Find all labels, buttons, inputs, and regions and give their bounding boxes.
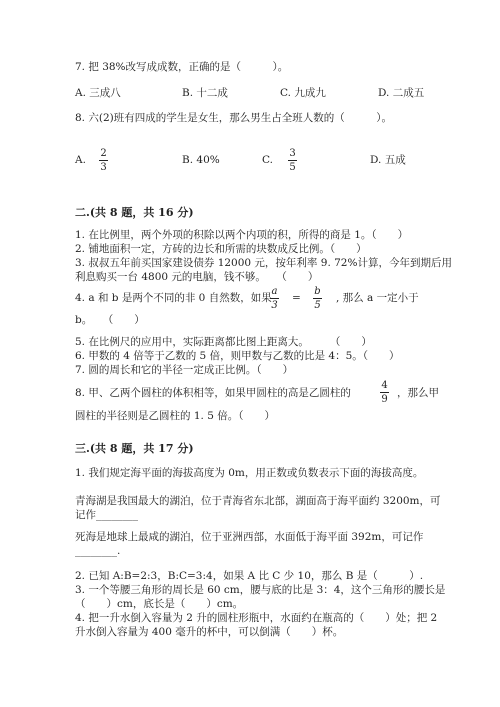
question-8-text: 8. 六(2)班有四成的学生是女生，那么男生占全班人数的（ ）。 xyxy=(75,112,392,124)
s2-item-4-equals: = xyxy=(292,292,301,304)
q8-option-a-label: A. xyxy=(75,154,86,166)
s2-item-2: 2. 铺地面积一定，方砖的边长和所需的块数成反比例。（ ） xyxy=(75,243,367,255)
s3-item-4-line1: 4. 把一升水倒入容量为 2 升的圆柱形瓶中，水面约在瓶高的（ ）处；把 2 xyxy=(75,612,438,624)
s3-item-3-line1: 3. 一个等腰三角形的周长是 60 cm，腰与底的比是 3：4，这个三角形的腰长是 xyxy=(75,584,446,596)
fraction-numerator: 3 xyxy=(289,148,296,159)
s3-item-1-deadsea-line1: 死海是地球上最咸的湖泊，位于亚洲西部，水面低于海平面 392m，可记作 xyxy=(75,531,424,543)
s3-item-4-line2: 升水倒入容量为 400 毫升的杯中，可以倒满（ ）杯。 xyxy=(75,626,344,638)
s2-item-4-fraction-b xyxy=(313,286,322,311)
section-2-heading: 二.(共 8 题，共 16 分) xyxy=(75,206,194,219)
s3-item-1-qinghai-line1: 青海湖是我国最大的湖泊，位于青海省东北部，湖面高于海平面约 3200m，可 xyxy=(75,495,441,507)
s2-item-1: 1. 在比例里，两个外项的积除以两个内项的积，所得的商是 1。（ ） xyxy=(75,229,409,241)
s2-item-8-line2: 圆柱的半径则是乙圆柱的 1. 5 倍。（ ） xyxy=(75,410,275,422)
q8-option-c-fraction xyxy=(288,148,297,173)
s2-item-7: 7. 圆的周长和它的半径一定成正比例。（ ） xyxy=(75,364,294,376)
s2-item-8-fraction xyxy=(380,380,389,405)
s2-item-8-line1: 8. 甲、乙两个圆柱的体积相等，如果甲圆柱的高是乙圆柱的 xyxy=(75,387,351,399)
q7-option-c: C. 九成九 xyxy=(280,87,326,99)
s2-item-6: 6. 甲数的 4 倍等于乙数的 5 倍，则甲数与乙数的比是 4：5。（ ） xyxy=(75,350,400,362)
s3-item-1-deadsea-line2: ________. xyxy=(75,545,121,557)
q8-option-d: D. 五成 xyxy=(370,154,406,166)
q7-option-d: D. 二成五 xyxy=(378,87,425,99)
s2-item-4-fraction-a xyxy=(270,286,279,311)
fraction-denominator: 3 xyxy=(271,300,278,311)
s2-item-3-line1: 3. 叔叔五年前买国家建设债券 12000 元，按年利率 9. 72%计算，今年到期后用 xyxy=(75,257,452,269)
fraction-numerator: 2 xyxy=(100,148,107,159)
fraction-bar xyxy=(288,160,297,161)
fraction-numerator: 4 xyxy=(381,380,388,391)
section-3-heading: 三.(共 8 题，共 17 分) xyxy=(75,442,194,455)
q8-option-c-label: C. xyxy=(262,154,273,166)
q8-option-a-fraction xyxy=(99,148,108,173)
s2-item-8-tail: ，那么甲 xyxy=(397,387,439,399)
s3-item-1: 1. 我们规定海平面的海拔高度为 0m，用正数或负数表示下面的海拔高度。 xyxy=(75,467,424,479)
s2-item-4-line1: 4. a 和 b 是两个不同的非 0 自然数，如果 xyxy=(75,292,272,304)
fraction-bar xyxy=(380,392,389,393)
fraction-bar xyxy=(99,160,108,161)
s3-item-1-qinghai-line2: 记作________ xyxy=(75,509,138,521)
fraction-denominator: 5 xyxy=(314,300,321,311)
s2-item-3-line2: 利息购买一台 4800 元的电脑，钱不够。 （ ） xyxy=(75,271,319,283)
s2-item-5: 5. 在比例尺的应用中，实际距离都比图上距离大。 （ ） xyxy=(75,336,372,348)
fraction-numerator: a xyxy=(271,286,278,297)
q8-option-b: B. 40% xyxy=(182,154,220,166)
fraction-bar xyxy=(270,298,279,299)
s2-item-4-line2: b。 （ ） xyxy=(75,314,145,326)
s2-item-4-tail: , 那么 a 一定小于 xyxy=(336,292,419,304)
s3-item-2: 2. 已知 A:B=2:3，B:C=3:4，如果 A 比 C 少 10，那么 B 是（ ）. xyxy=(75,570,424,582)
fraction-bar xyxy=(313,298,322,299)
fraction-numerator: b xyxy=(314,286,321,297)
fraction-denominator: 3 xyxy=(100,162,107,173)
s3-item-3-line2: （ ）cm，底长是（ ）cm。 xyxy=(75,598,244,610)
question-7-text: 7. 把 38%改写成成数，正确的是（ ）。 xyxy=(75,61,289,73)
fraction-denominator: 9 xyxy=(381,394,388,405)
fraction-denominator: 5 xyxy=(289,162,296,173)
q7-option-a: A. 三成八 xyxy=(75,87,121,99)
q7-option-b: B. 十二成 xyxy=(182,87,228,99)
